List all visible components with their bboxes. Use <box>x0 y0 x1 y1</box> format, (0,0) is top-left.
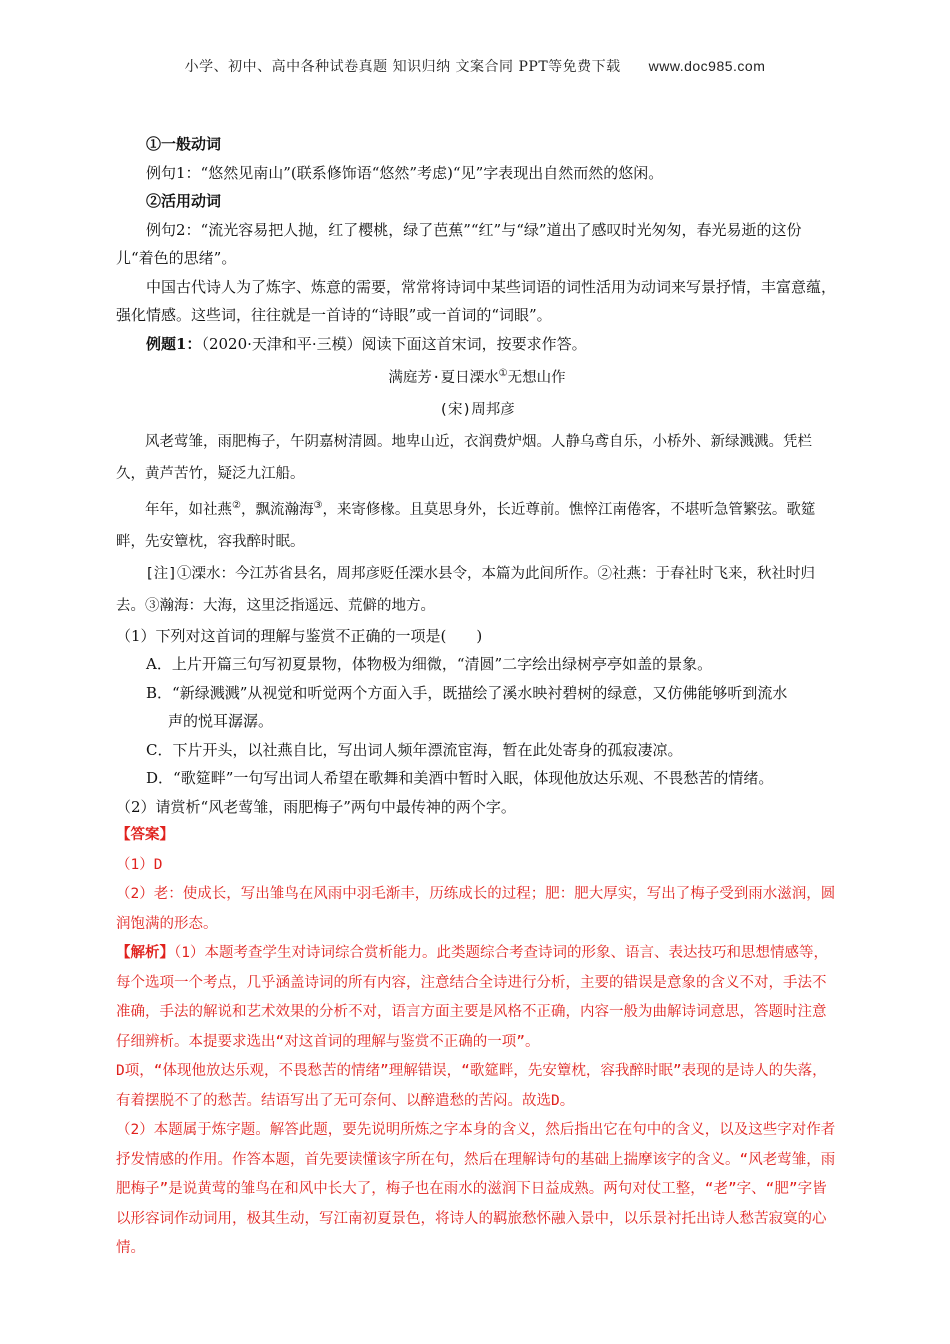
header-text: 小学、初中、高中各种试卷真题 知识归纳 文案合同 PPT等免费下载 <box>184 59 621 75</box>
document-body <box>116 130 838 1264</box>
summary-paragraph: 中国古代诗人为了炼字、炼意的需要，常常将诗词中某些词语的词性活用为动词来写景抒情，丰富意蕴，强化情感。这些词，往往就是一首诗的“诗眼”或一首词的“词眼”。 <box>116 277 837 324</box>
analysis-label: 【解析】 <box>116 945 174 962</box>
example2: 例句2：“流光容易把人抛，红了樱桃，绿了芭蕉”“红”与“绿”道出了感叹时光匆匆，春光易逝的这份儿“着色的思绪”。 <box>116 220 802 267</box>
poem-title: 满庭芳·夏日溧水①无想山作 <box>388 368 566 386</box>
poem-stanza-1: 风老莺雏，雨肥梅子，午阴嘉树清圆。地卑山近，衣润费炉烟。人静乌鸢自乐，小桥外、新绿溅溅。凭栏久，黄芦苦竹，疑泛九江船。 <box>116 433 812 482</box>
page-header <box>0 56 950 76</box>
header-site-link[interactable]: www.doc985.com <box>648 58 766 74</box>
question-2: （2）请赏析“风老莺雏，雨肥梅子”两句中最传神的两个字。 <box>116 797 516 816</box>
analysis-3: （2）本题属于炼字题。解答此题，要先说明所炼之字本身的含义，然后指出它在句中的含义，以及这些字对作者抒发情感的作用。作答本题，首先要读懂该字所在句，然后在理解诗句的基础上揣摩该字的含义。“风老莺雏，雨肥梅子”是说黄莺的雏鸟在和风中长大了，梅子也在雨水的滋润下日益成熟。两句对仗工整，“老”字、“肥”字皆以形容词作动词用，极其生动，写江南初夏景色，将诗人的羁旅愁怀融入景中，以乐景衬托出诗人愁苦寂寞的心情。 <box>116 1122 836 1257</box>
section1-title: ①一般动词 <box>146 135 222 153</box>
question-1: （1）下列对这首词的理解与鉴赏不正确的一项是( ) <box>116 626 483 645</box>
question-label: 例题1： <box>146 334 202 353</box>
example1: 例句1：“悠然见南山”(联系修饰语“悠然”考虑)“见”字表现出自然而然的悠闲。 <box>146 163 664 182</box>
poem <box>116 358 838 622</box>
answer-label: 【答案】 <box>116 827 174 844</box>
option-b: B．“新绿溅溅”从视觉和听觉两个方面入手，既描绘了溪水映衬碧树的绿意，又仿佛能够听到流水 <box>146 683 788 702</box>
poem-note: [注]①溧水：今江苏省县名，周邦彦贬任溧水县令，本篇为此间所作。②社燕：于春社时飞来，秋社时归去。③瀚海：大海，这里泛指遥远、荒僻的地方。 <box>116 565 815 614</box>
option-a: A．上片开篇三句写初夏景物，体物极为细微，“清圆”二字绘出绿树亭亭如盖的景象。 <box>146 655 713 674</box>
analysis-1: 【解析】（1）本题考查学生对诗词综合赏析能力。此类题综合考查诗词的形象、语言、表达技巧和思想情感等，每个选项一个考点，几乎涵盖诗词的所有内容，注意结合全诗进行分析，主要的错误是意象的含义不对，手法不准确，手法的解说和艺术效果的分析不对，语言方面主要是风格不正确，内容一般为曲解诗词意思，答题时注意仔细辨析。本提要求选出“对这首词的理解与鉴赏不正确的一项”。 <box>116 945 828 1050</box>
answer-1: （1）D <box>116 856 163 873</box>
answer-section <box>116 821 838 1264</box>
option-b-continued: 声的悦耳潺潺。 <box>168 712 274 731</box>
option-c: C．下片开头，以社燕自比，写出词人频年漂流宦海，暂在此处寄身的孤寂凄凉。 <box>146 740 683 759</box>
question-intro: 例题1：（2020·天津和平·三模）阅读下面这首宋词，按要求作答。 <box>146 334 587 353</box>
analysis-2: D项，“体现他放达乐观，不畏愁苦的情绪”理解错误，“歌筵畔，先安簟枕，容我醉时眠”表现的是诗人的失落，有着摆脱不了的愁苦。结语写出了无可奈何、以醉遣愁的苦闷。故选D。 <box>116 1063 827 1109</box>
option-d: D．“歌筵畔”一句写出词人希望在歌舞和美酒中暂时入眠，体现他放达乐观、不畏愁苦的情绪。 <box>146 769 774 788</box>
section2-title: ②活用动词 <box>146 192 222 210</box>
poem-author: (宋)周邦彦 <box>439 401 515 418</box>
answer-2: （2）老：使成长，写出雏鸟在风雨中羽毛渐丰，历练成长的过程；肥：肥大厚实，写出了梅子受到雨水滋润，圆润饱满的形态。 <box>116 886 836 932</box>
poem-stanza-2: 年年，如社燕②，飘流瀚海③，来寄修椽。且莫思身外，长近尊前。憔悴江南倦客，不堪听急管繁弦。歌筵畔，先安簟枕，容我醉时眠。 <box>116 499 816 550</box>
